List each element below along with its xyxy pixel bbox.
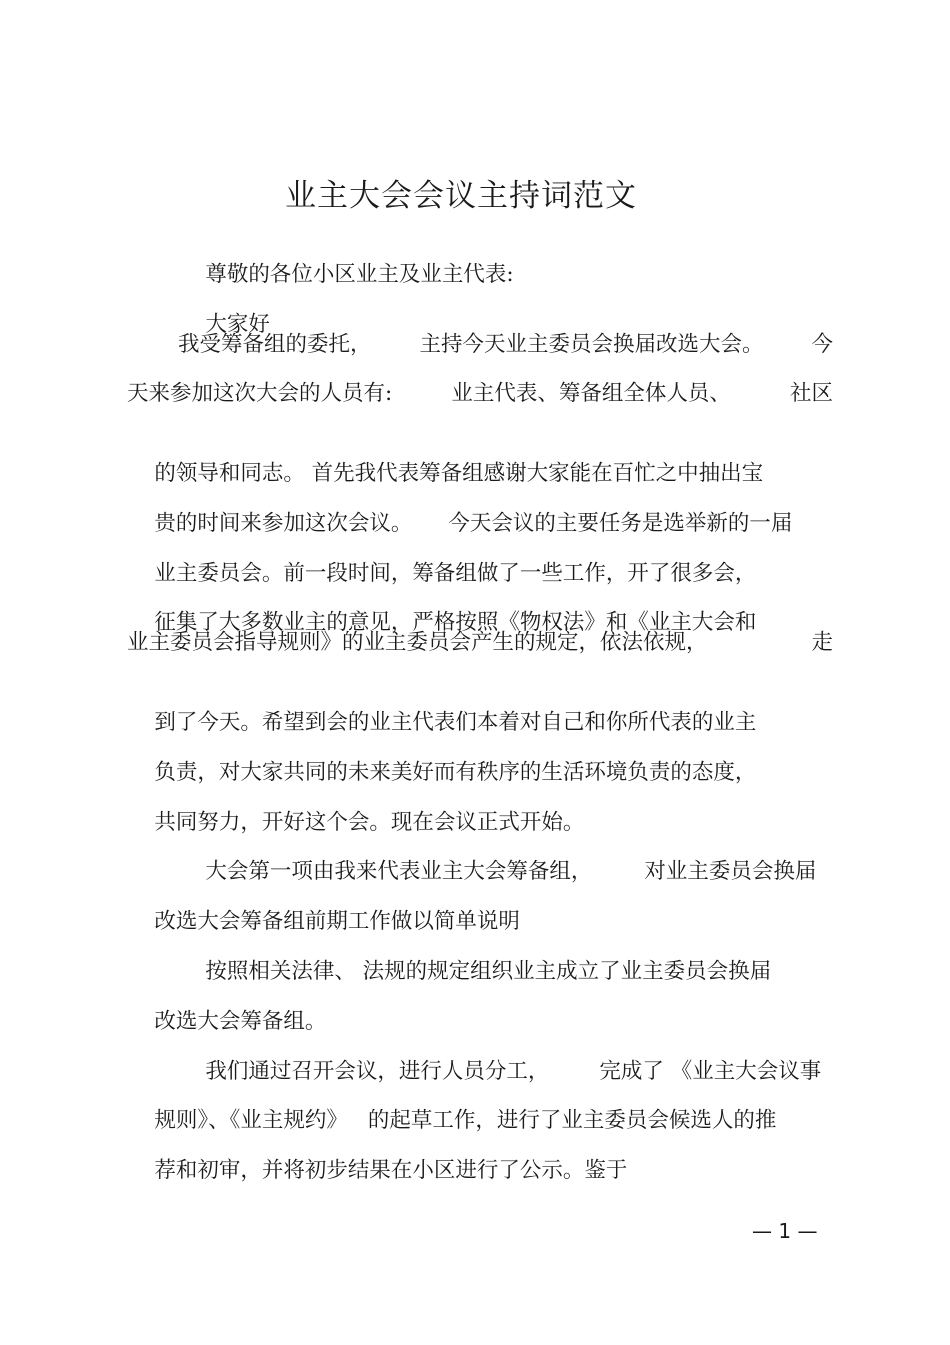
text-segment: 今 [811,332,833,357]
text-segment: 完成了 《业主大会议事 [599,1059,822,1084]
document-title: 业主大会会议主持词范文 [285,178,637,214]
text-line [127,379,833,409]
text-segment: 大会第一项由我来代表业主大会筹备组， [205,859,593,884]
text-segment: 业主委员会指导规则》的业主委员会产生的规定，依法依规， [127,630,708,655]
text-segment: 业主代表、筹备组全体人员、 [451,381,731,406]
text-line [127,628,833,658]
text-segment: 改选大会筹备组。 [154,1009,327,1034]
text-segment: 我受筹备组的委托， [178,332,372,357]
text-segment: 的起草工作，进行了业主委员会候选人的推 [367,1108,777,1133]
text-segment: 尊敬的各位小区业主及业主代表: [205,262,514,287]
text-segment: 改选大会筹备组前期工作做以简单说明 [154,909,520,934]
text-line [178,330,833,360]
text-segment: 走 [811,630,833,655]
text-segment: 征集了大多数业主的意见，严格按照《物权法》和《业主大会和 [154,610,757,635]
text-segment: 共同努力，开好这个会。现在会议正式开始。 [154,810,585,835]
text-segment: 到了今天。希望到会的业主代表们本着对自己和你所代表的业主 [154,710,757,735]
text-segment: 业主委员会。前一段时间，筹备组做了一些工作，开了很多会， [154,561,757,586]
text-segment: 天来参加这次大会的人员有: [127,381,393,406]
text-segment: 的领导和同志。 首先我代表筹备组感谢大家能在百忙之中抽出宝 [154,461,764,486]
text-segment: 负责，对大家共同的未来美好而有秩序的生活环境负责的态度， [154,760,757,785]
text-segment: 贵的时间来参加这次会议。 [154,511,413,536]
text-segment: 我们通过召开会议，进行人员分工， [205,1059,550,1084]
text-segment: 主持今天业主委员会换届改选大会。 [419,332,764,357]
text-segment: 荐和初审，并将初步结果在小区进行了公示。鉴于 [154,1158,628,1183]
page-number: — 1 — [752,1219,818,1243]
text-segment: 对业主委员会换届 [644,859,817,884]
text-segment: 大家好 [205,312,270,337]
text-segment: 社区 [789,381,833,406]
text-line [127,1126,833,1216]
text-segment: 规则》、《业主规约》 [154,1108,348,1133]
text-segment: 今天会议的主要任务是选举新的一届 [448,511,793,536]
text-segment: 按照相关法律、 法规的规定组织业主成立了业主委员会换届 [205,959,772,984]
